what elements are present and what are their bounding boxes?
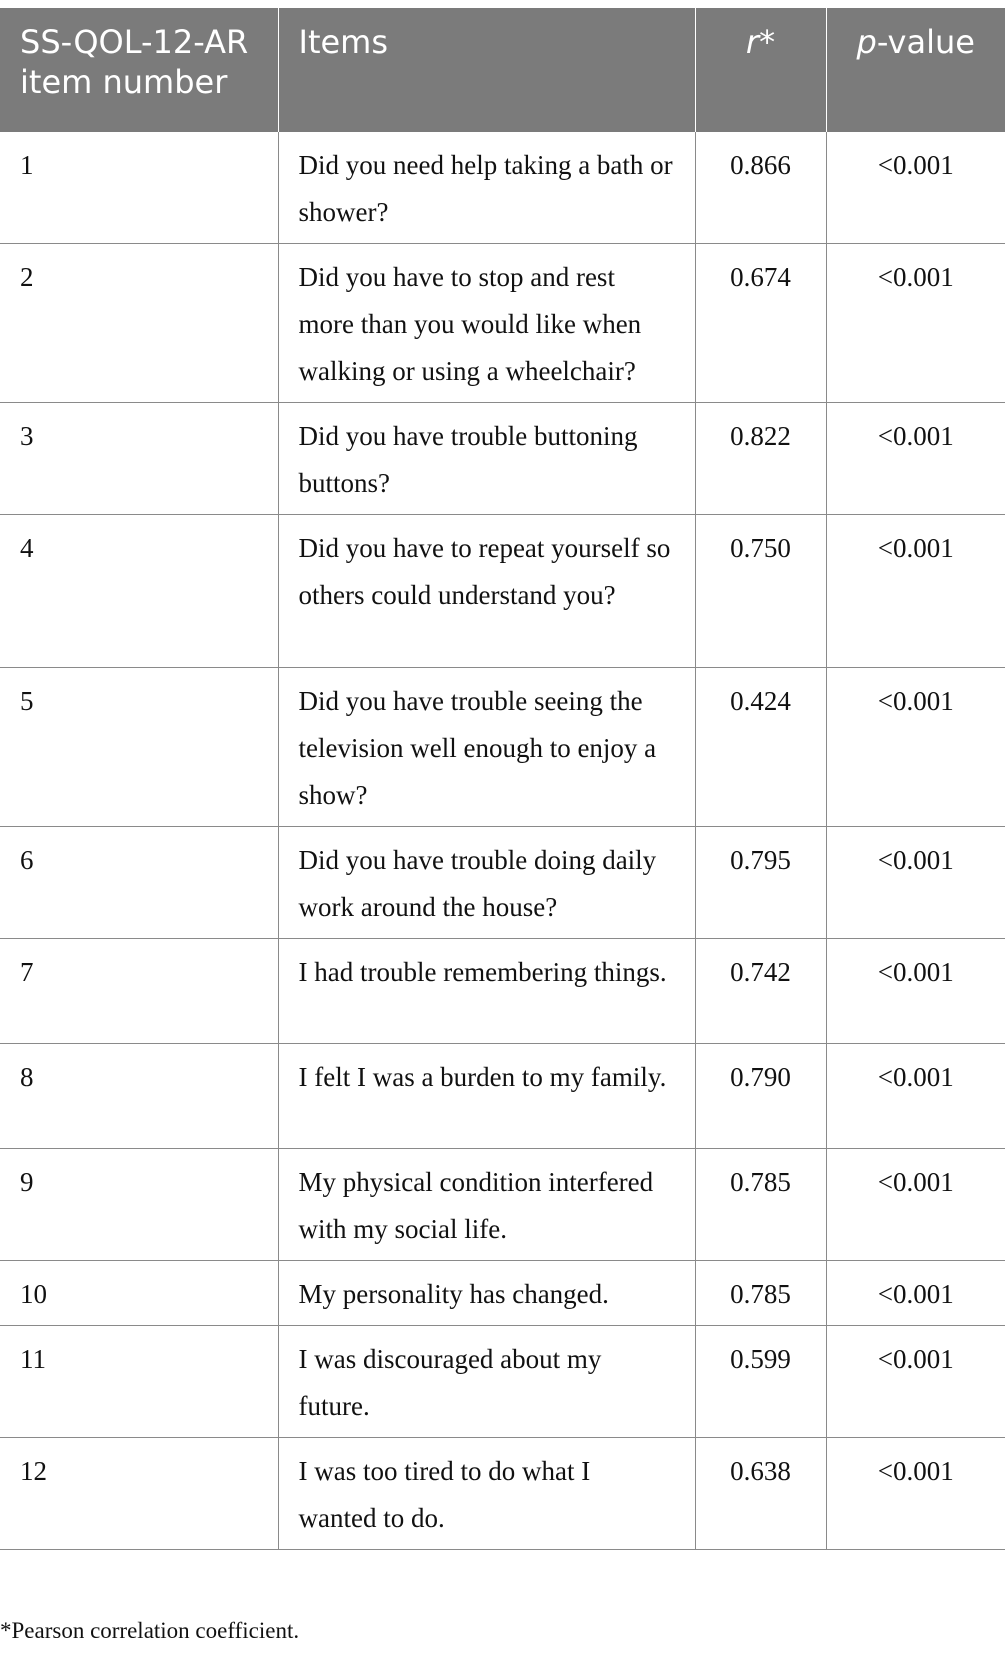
cell-p-value: <0.001 <box>826 1044 1005 1149</box>
cell-r: 0.822 <box>695 403 826 515</box>
correlation-table-container <box>0 8 1005 1550</box>
cell-r: 0.785 <box>695 1149 826 1261</box>
cell-item-text: Did you have trouble doing daily work around the house? <box>278 827 695 939</box>
cell-r: 0.750 <box>695 515 826 668</box>
cell-item-number: 4 <box>0 515 278 668</box>
cell-item-text: Did you need help taking a bath or shower? <box>278 132 695 244</box>
item-correlation-table <box>0 8 1005 1550</box>
cell-item-text: I was too tired to do what I wanted to do. <box>278 1438 695 1550</box>
header-p-value <box>826 8 1005 132</box>
cell-item-number: 9 <box>0 1149 278 1261</box>
header-items: Items <box>278 8 695 132</box>
cell-item-number: 3 <box>0 403 278 515</box>
cell-p-value: <0.001 <box>826 515 1005 668</box>
header-row <box>0 8 1005 132</box>
table-row <box>0 515 1005 668</box>
cell-p-value: <0.001 <box>826 403 1005 515</box>
cell-item-number: 1 <box>0 132 278 244</box>
cell-item-text: My personality has changed. <box>278 1261 695 1326</box>
header-p-symbol: p <box>856 23 877 61</box>
cell-r: 0.795 <box>695 827 826 939</box>
cell-p-value: <0.001 <box>826 1149 1005 1261</box>
cell-item-text: Did you have trouble buttoning buttons? <box>278 403 695 515</box>
cell-item-number: 2 <box>0 244 278 403</box>
cell-item-number: 8 <box>0 1044 278 1149</box>
cell-item-text: I had trouble remembering things. <box>278 939 695 1044</box>
cell-p-value: <0.001 <box>826 132 1005 244</box>
table-row <box>0 1438 1005 1550</box>
cell-r: 0.742 <box>695 939 826 1044</box>
header-r-suffix: * <box>759 23 776 61</box>
cell-p-value: <0.001 <box>826 939 1005 1044</box>
table-footnote: *Pearson correlation coefficient. <box>0 1618 300 1643</box>
cell-p-value: <0.001 <box>826 1326 1005 1438</box>
cell-r: 0.866 <box>695 132 826 244</box>
header-r <box>695 8 826 132</box>
cell-p-value: <0.001 <box>826 244 1005 403</box>
cell-item-text: I felt I was a burden to my family. <box>278 1044 695 1149</box>
cell-r: 0.790 <box>695 1044 826 1149</box>
cell-item-number: 6 <box>0 827 278 939</box>
table-row <box>0 1044 1005 1149</box>
table-body <box>0 132 1005 1550</box>
cell-r: 0.424 <box>695 668 826 827</box>
table-row <box>0 939 1005 1044</box>
cell-r: 0.674 <box>695 244 826 403</box>
cell-item-text: I was discouraged about my future. <box>278 1326 695 1438</box>
table-row <box>0 668 1005 827</box>
cell-item-text: Did you have to stop and rest more than you would like when walking or using a wheelchair? <box>278 244 695 403</box>
table-header <box>0 8 1005 132</box>
cell-p-value: <0.001 <box>826 668 1005 827</box>
cell-r: 0.599 <box>695 1326 826 1438</box>
table-row <box>0 132 1005 244</box>
table-row <box>0 1261 1005 1326</box>
table-row <box>0 244 1005 403</box>
table-row <box>0 1326 1005 1438</box>
header-p-suffix: -value <box>876 23 975 61</box>
cell-p-value: <0.001 <box>826 1261 1005 1326</box>
table-row <box>0 827 1005 939</box>
cell-item-number: 12 <box>0 1438 278 1550</box>
header-r-symbol: r <box>745 23 760 61</box>
cell-item-text: My physical condition interfered with my social life. <box>278 1149 695 1261</box>
cell-item-number: 11 <box>0 1326 278 1438</box>
cell-item-number: 10 <box>0 1261 278 1326</box>
cell-p-value: <0.001 <box>826 1438 1005 1550</box>
header-item-number: SS-QOL-12-AR item number <box>0 8 278 132</box>
cell-item-text: Did you have trouble seeing the television well enough to enjoy a show? <box>278 668 695 827</box>
cell-r: 0.638 <box>695 1438 826 1550</box>
cell-item-number: 5 <box>0 668 278 827</box>
table-row <box>0 403 1005 515</box>
cell-p-value: <0.001 <box>826 827 1005 939</box>
cell-r: 0.785 <box>695 1261 826 1326</box>
cell-item-text: Did you have to repeat yourself so others could understand you? <box>278 515 695 668</box>
table-row <box>0 1149 1005 1261</box>
cell-item-number: 7 <box>0 939 278 1044</box>
